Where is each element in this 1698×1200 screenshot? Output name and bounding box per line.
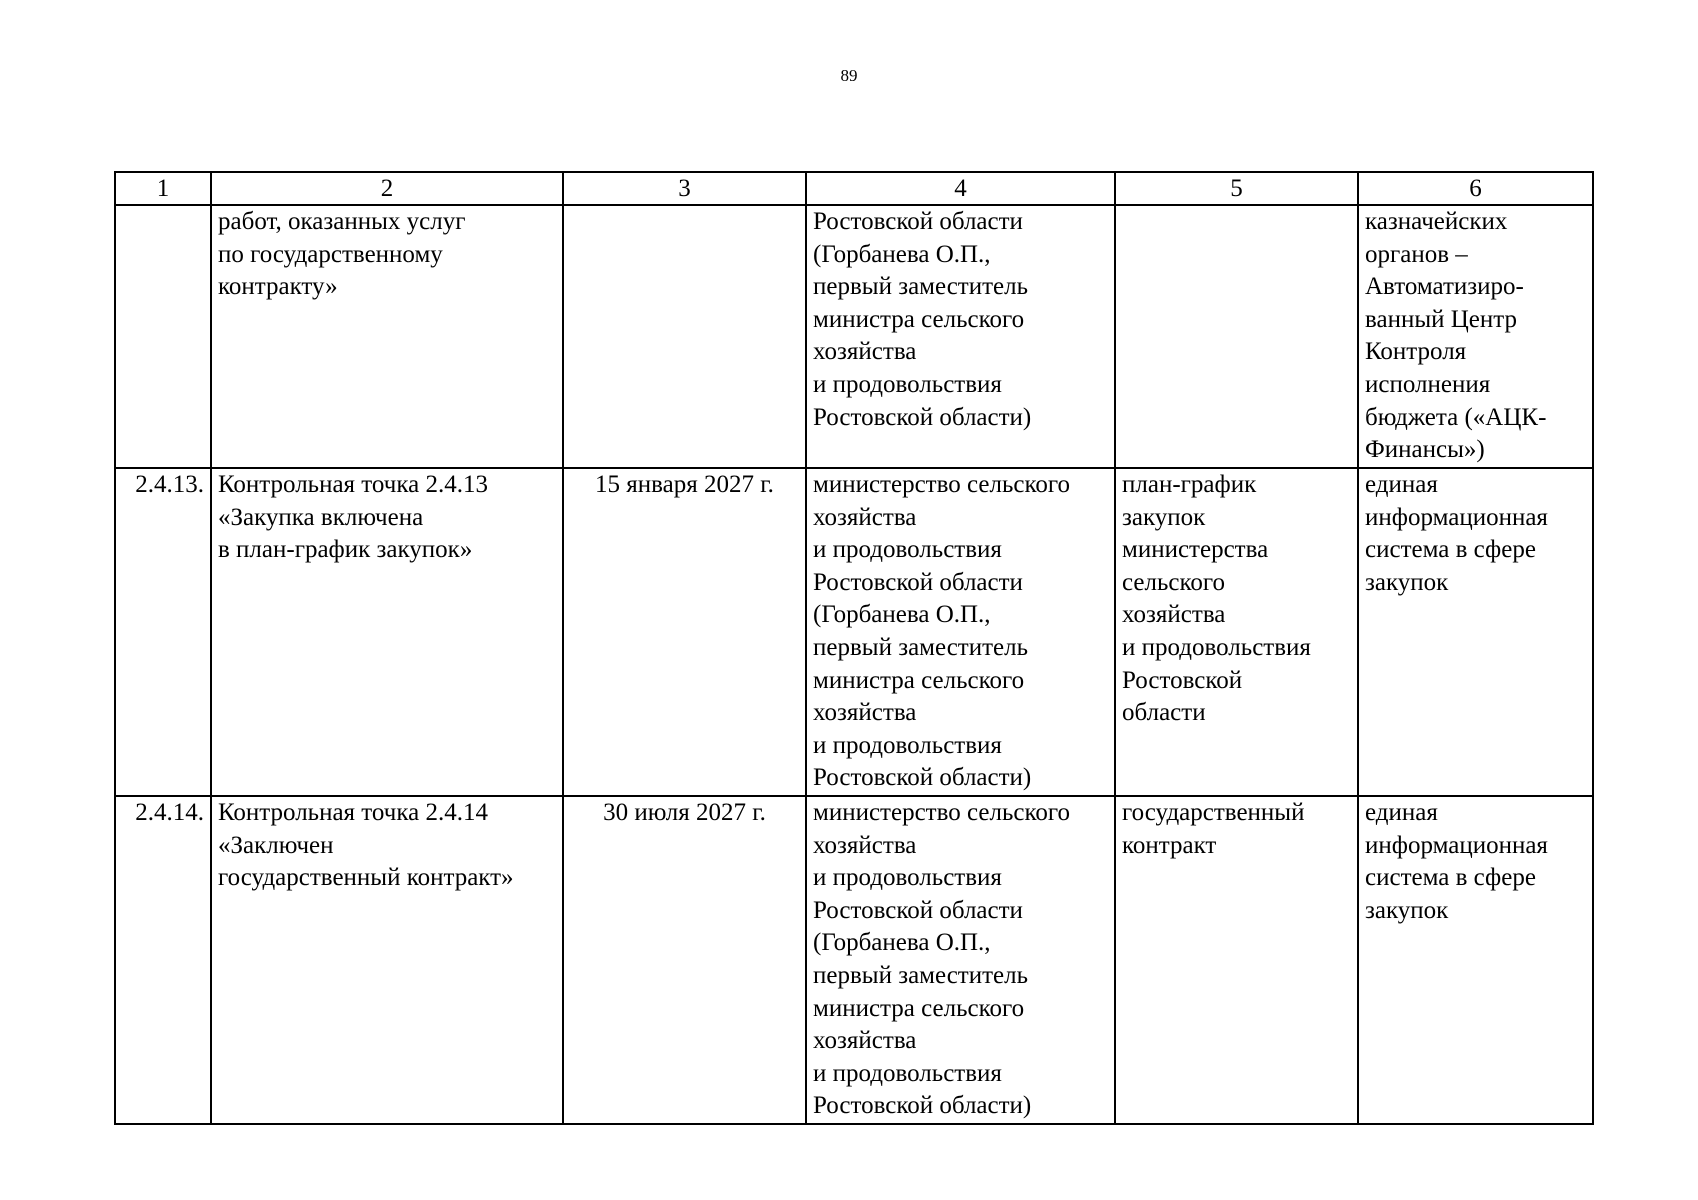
cell-line: Ростовской области)	[813, 764, 1032, 792]
cell-line: Финансы»)	[1365, 436, 1485, 464]
cell-number: 2.4.14.	[115, 796, 211, 1124]
cell-line: информационная	[1365, 503, 1548, 531]
cell-line: Ростовской	[1122, 666, 1243, 694]
cell-line: информационная	[1365, 831, 1548, 859]
cell-line: по государственному	[218, 240, 443, 268]
cell-line: и продовольствия	[813, 864, 1002, 892]
cell-line: министра сельского	[813, 994, 1025, 1022]
table-row	[115, 205, 1593, 468]
cell-line: хозяйства	[813, 831, 917, 859]
cell-line: план-график	[1122, 471, 1257, 498]
header-col-5: 5	[1115, 172, 1358, 205]
cell-line: государственный	[1122, 799, 1305, 826]
cell-line: и продовольствия	[813, 731, 1002, 759]
cell-line: Контрольная точка 2.4.14	[218, 799, 488, 826]
cell-line: государственный контракт»	[218, 864, 514, 892]
header-col-4: 4	[806, 172, 1115, 205]
cell-line: единая	[1365, 799, 1438, 826]
page-number: 89	[840, 66, 858, 85]
cell-document	[1115, 468, 1358, 796]
cell-line: министерство сельского	[813, 471, 1070, 498]
cell-line: и продовольствия	[813, 536, 1002, 564]
cell-line: система в сфере	[1365, 536, 1536, 564]
cell-line: ванный Центр	[1365, 305, 1518, 333]
cell-line: система в сфере	[1365, 864, 1536, 892]
cell-system	[1358, 796, 1593, 1124]
cell-number: 2.4.13.	[115, 468, 211, 796]
cell-line: бюджета («АЦК-	[1365, 403, 1547, 431]
cell-line: министра сельского	[813, 666, 1025, 694]
cell-line: работ, оказанных услуг	[218, 208, 466, 235]
cell-line: Контрольная точка 2.4.13	[218, 471, 488, 498]
cell-line: Ростовской области)	[813, 1092, 1032, 1120]
cell-line: Ростовской области	[813, 896, 1023, 924]
cell-line: сельского	[1122, 568, 1225, 596]
cell-line: исполнения	[1365, 370, 1491, 398]
cell-line: хозяйства	[813, 503, 917, 531]
cell-date	[563, 205, 806, 468]
cell-line: Ростовской области	[813, 568, 1023, 596]
cell-date: 15 января 2027 г.	[563, 468, 806, 796]
cell-date: 30 июля 2027 г.	[563, 796, 806, 1124]
cell-line: хозяйства	[813, 1027, 917, 1055]
cell-line: в план-график закупок»	[218, 536, 473, 564]
cell-line: контракт	[1122, 831, 1217, 859]
cell-line: и продовольствия	[813, 370, 1002, 398]
cell-line: единая	[1365, 471, 1438, 498]
cell-number	[115, 205, 211, 468]
header-col-3: 3	[563, 172, 806, 205]
cell-line: (Горбанева О.П.,	[813, 240, 991, 268]
cell-title	[211, 468, 563, 796]
cell-line: области	[1122, 699, 1206, 727]
cell-line: казначейских	[1365, 208, 1508, 235]
header-col-1: 1	[115, 172, 211, 205]
cell-system	[1358, 468, 1593, 796]
cell-line: министерство сельского	[813, 799, 1070, 826]
cell-line: Ростовской области)	[813, 403, 1032, 431]
cell-title	[211, 796, 563, 1124]
cell-responsible	[806, 796, 1115, 1124]
cell-line: закупок	[1365, 896, 1449, 924]
table-header-row	[115, 172, 1593, 205]
cell-line: и продовольствия	[813, 1059, 1002, 1087]
cell-line: министра сельского	[813, 305, 1025, 333]
cell-line: первый заместитель	[813, 273, 1029, 301]
cell-line: закупок	[1365, 568, 1449, 596]
cell-line: «Заключен	[218, 831, 334, 859]
cell-line: хозяйства	[813, 699, 917, 727]
header-col-2: 2	[211, 172, 563, 205]
table-row	[115, 468, 1593, 796]
cell-line: и продовольствия	[1122, 633, 1311, 661]
cell-document	[1115, 796, 1358, 1124]
cell-responsible	[806, 205, 1115, 468]
cell-line: Автоматизиро-	[1365, 273, 1524, 301]
cell-line: закупок	[1122, 503, 1206, 531]
cell-line: хозяйства	[813, 338, 917, 366]
cell-line: хозяйства	[1122, 601, 1226, 629]
cell-line: первый заместитель	[813, 961, 1029, 989]
cell-line: (Горбанева О.П.,	[813, 929, 991, 957]
cell-line: контракту»	[218, 273, 338, 301]
cell-responsible	[806, 468, 1115, 796]
cell-line: министерства	[1122, 536, 1269, 564]
table-row	[115, 796, 1593, 1124]
cell-line: первый заместитель	[813, 633, 1029, 661]
cell-line: органов –	[1365, 240, 1468, 268]
cell-line: Ростовской области	[813, 208, 1023, 235]
cell-document	[1115, 205, 1358, 468]
cell-line: (Горбанева О.П.,	[813, 601, 991, 629]
cell-title	[211, 205, 563, 468]
cell-line: «Закупка включена	[218, 503, 424, 531]
cell-system	[1358, 205, 1593, 468]
cell-line: Контроля	[1365, 338, 1467, 366]
control-points-table	[114, 171, 1594, 1125]
header-col-6: 6	[1358, 172, 1593, 205]
